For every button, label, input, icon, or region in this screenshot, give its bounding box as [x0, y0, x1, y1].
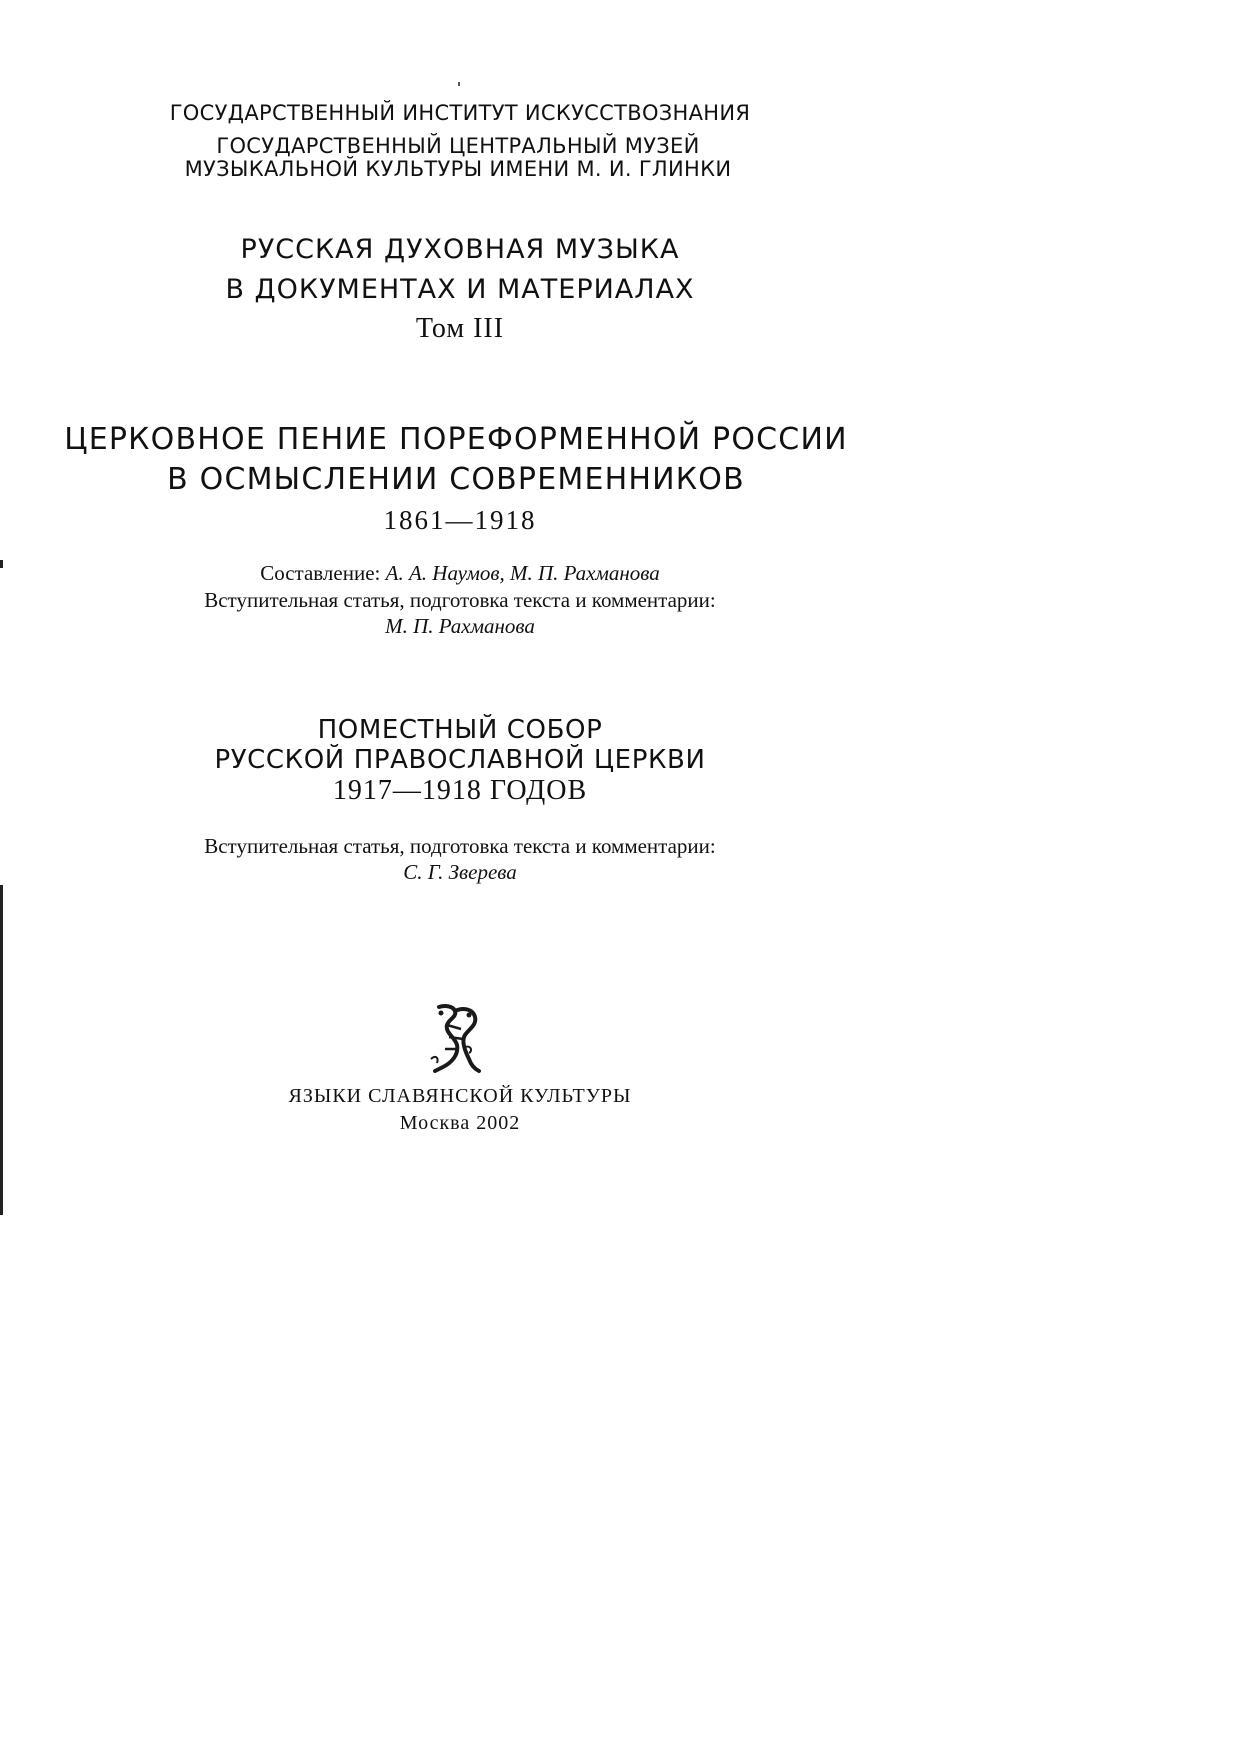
part2-years: 1917—1918 ГОДОВ — [332, 775, 588, 806]
part1-intro-label: Вступительная статья, подготовка текста и комментарии: — [204, 588, 716, 612]
part1-intro-name — [0, 614, 920, 639]
compilation-label: Составление: — [260, 561, 381, 585]
compilation-names: А. А. Наумов, М. П. Рахманова — [385, 561, 660, 585]
series-title-line-2: В ДОКУМЕНТАХ И МАТЕРИАЛАХ — [225, 274, 695, 305]
scan-margin-mark — [0, 560, 3, 568]
volume-number: Том III — [415, 313, 505, 344]
institution-3: МУЗЫКАЛЬНОЙ КУЛЬТУРЫ ИМЕНИ М. И. ГЛИНКИ — [184, 157, 732, 181]
part1-compilation — [0, 561, 920, 586]
part2-intro-name — [0, 860, 920, 885]
institution-1: ГОСУДАРСТВЕННЫЙ ИНСТИТУТ ИСКУССТВОЗНАНИЯ — [169, 101, 751, 125]
part1-title-line-1: ЦЕРКОВНОЕ ПЕНИЕ ПОРЕФОРМЕННОЙ РОССИИ — [64, 422, 848, 457]
part2-intro-label: Вступительная статья, подготовка текста и комментарии: — [204, 834, 716, 858]
binding-edge — [0, 885, 3, 1215]
part1-years: 1861—1918 — [383, 505, 537, 535]
institution-2: ГОСУДАРСТВЕННЫЙ ЦЕНТРАЛЬНЫЙ МУЗЕЙ — [216, 134, 700, 158]
scan-speck — [458, 82, 460, 86]
publisher-city-year: Москва 2002 — [399, 1112, 521, 1134]
part1-editor-name: М. П. Рахманова — [385, 614, 535, 638]
part2-title-line-1: ПОМЕСТНЫЙ СОБОР — [317, 715, 603, 745]
series-title-line-1: РУССКАЯ ДУХОВНАЯ МУЗЫКА — [240, 234, 680, 265]
publisher-emblem-icon — [425, 1003, 485, 1075]
part1-title-line-2: В ОСМЫСЛЕНИИ СОВРЕМЕННИКОВ — [167, 462, 745, 497]
part2-title-line-2: РУССКОЙ ПРАВОСЛАВНОЙ ЦЕРКВИ — [214, 745, 706, 775]
publisher-name: ЯЗЫКИ СЛАВЯНСКОЙ КУЛЬТУРЫ — [288, 1085, 632, 1107]
part2-editor-name: С. Г. Зверева — [403, 860, 517, 884]
